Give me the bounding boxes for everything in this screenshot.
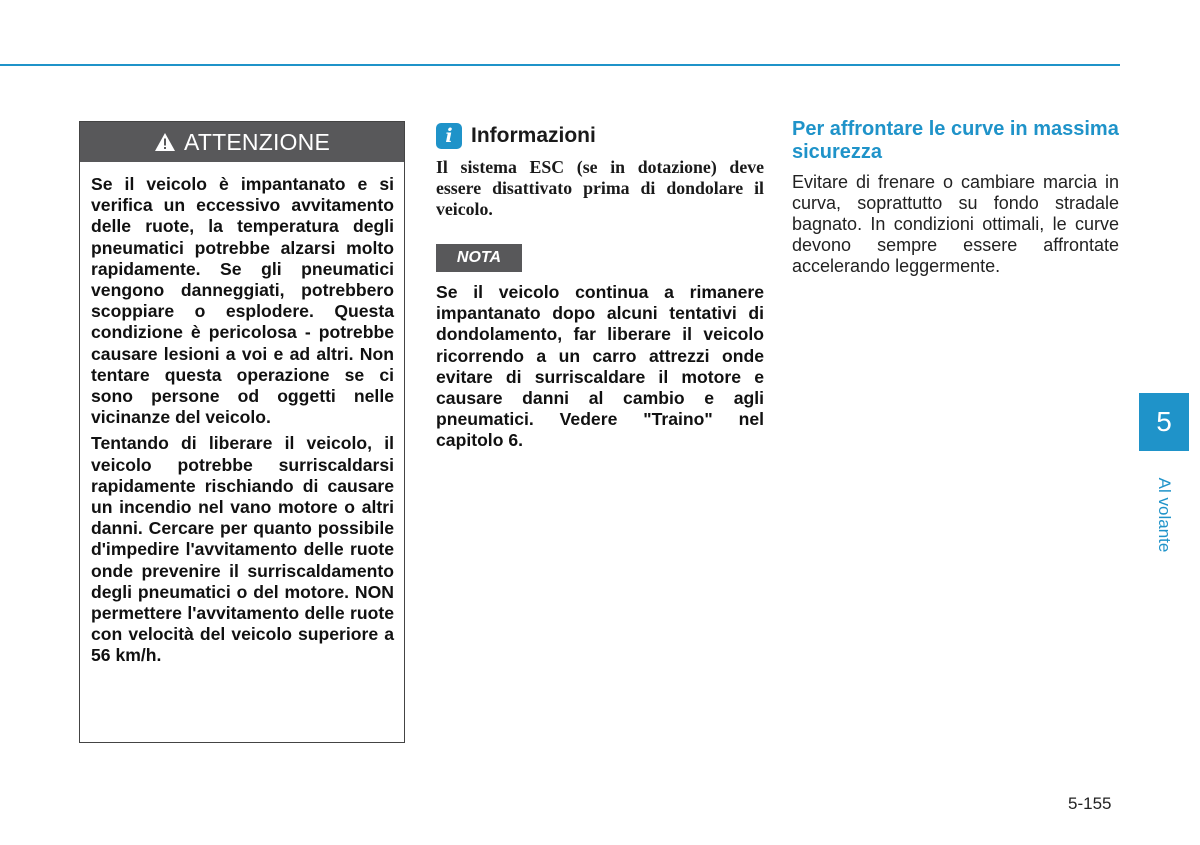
section-text: Evitare di frenare o cambiare marcia in curva, soprattutto su fondo stradale bagnato. In condizioni ottimali, le curve devono sempre essere affrontate accelerando leggermente. xyxy=(792,172,1119,276)
chapter-label: Al volante xyxy=(1155,477,1174,553)
top-rule xyxy=(0,64,1120,66)
warning-title: ATTENZIONE xyxy=(184,128,330,155)
info-text: Il sistema ESC (se in dotazione) deve essere disattivato prima di dondolare il veicolo. xyxy=(436,157,764,219)
nota-badge: NOTA xyxy=(436,244,522,272)
warning-header xyxy=(80,122,404,162)
chapter-tab: 5 xyxy=(1139,393,1189,451)
warning-paragraph: Se il veicolo è impantanato e si verifica un eccessivo avvitamento delle ruote, la temperatura degli pneumatici potrebbe alzarsi molto rapidamente. Se gli pneumatici vengono danneggiati, potrebbero scoppiare o esplodere. Questa condizione è pericolosa - potrebbe causare lesioni a voi e ad altri. Non tentare questa operazione se ci sono persone od oggetti nelle vicinanze del veicolo. xyxy=(91,174,394,428)
info-icon: i xyxy=(436,123,462,149)
nota-text: Se il veicolo continua a rimanere impantanato dopo alcuni tentativi di dondolamento, far liberare il veicolo ricorrendo a un carro attrezzi onde evitare di surriscaldare il motore e causare danni al cambio e agli pneumatici. Vedere "Traino" nel capitolo 6. xyxy=(436,282,764,451)
page-number: 5-155 xyxy=(1068,794,1112,813)
section-column xyxy=(792,118,1119,277)
warning-paragraph: Tentando di liberare il veicolo, il veicolo potrebbe surriscaldarsi rapidamente rischiando di causare un incendio nel vano motore o altri danni. Cercare per quanto possibile d'impedire l'avvitamento delle ruote onde prevenire il surriscaldamento degli pneumatici o del motore. NON permettere l'avvitamento delle ruote con velocità del veicolo superiore a 56 km/h. xyxy=(91,433,394,666)
info-heading xyxy=(436,122,764,150)
warning-triangle-icon xyxy=(154,132,176,152)
warning-box xyxy=(79,121,405,743)
warning-body xyxy=(80,162,404,667)
info-title: Informazioni xyxy=(471,124,596,147)
info-column xyxy=(436,122,764,452)
section-title: Per affrontare le curve in massima sicurezza xyxy=(792,118,1119,163)
